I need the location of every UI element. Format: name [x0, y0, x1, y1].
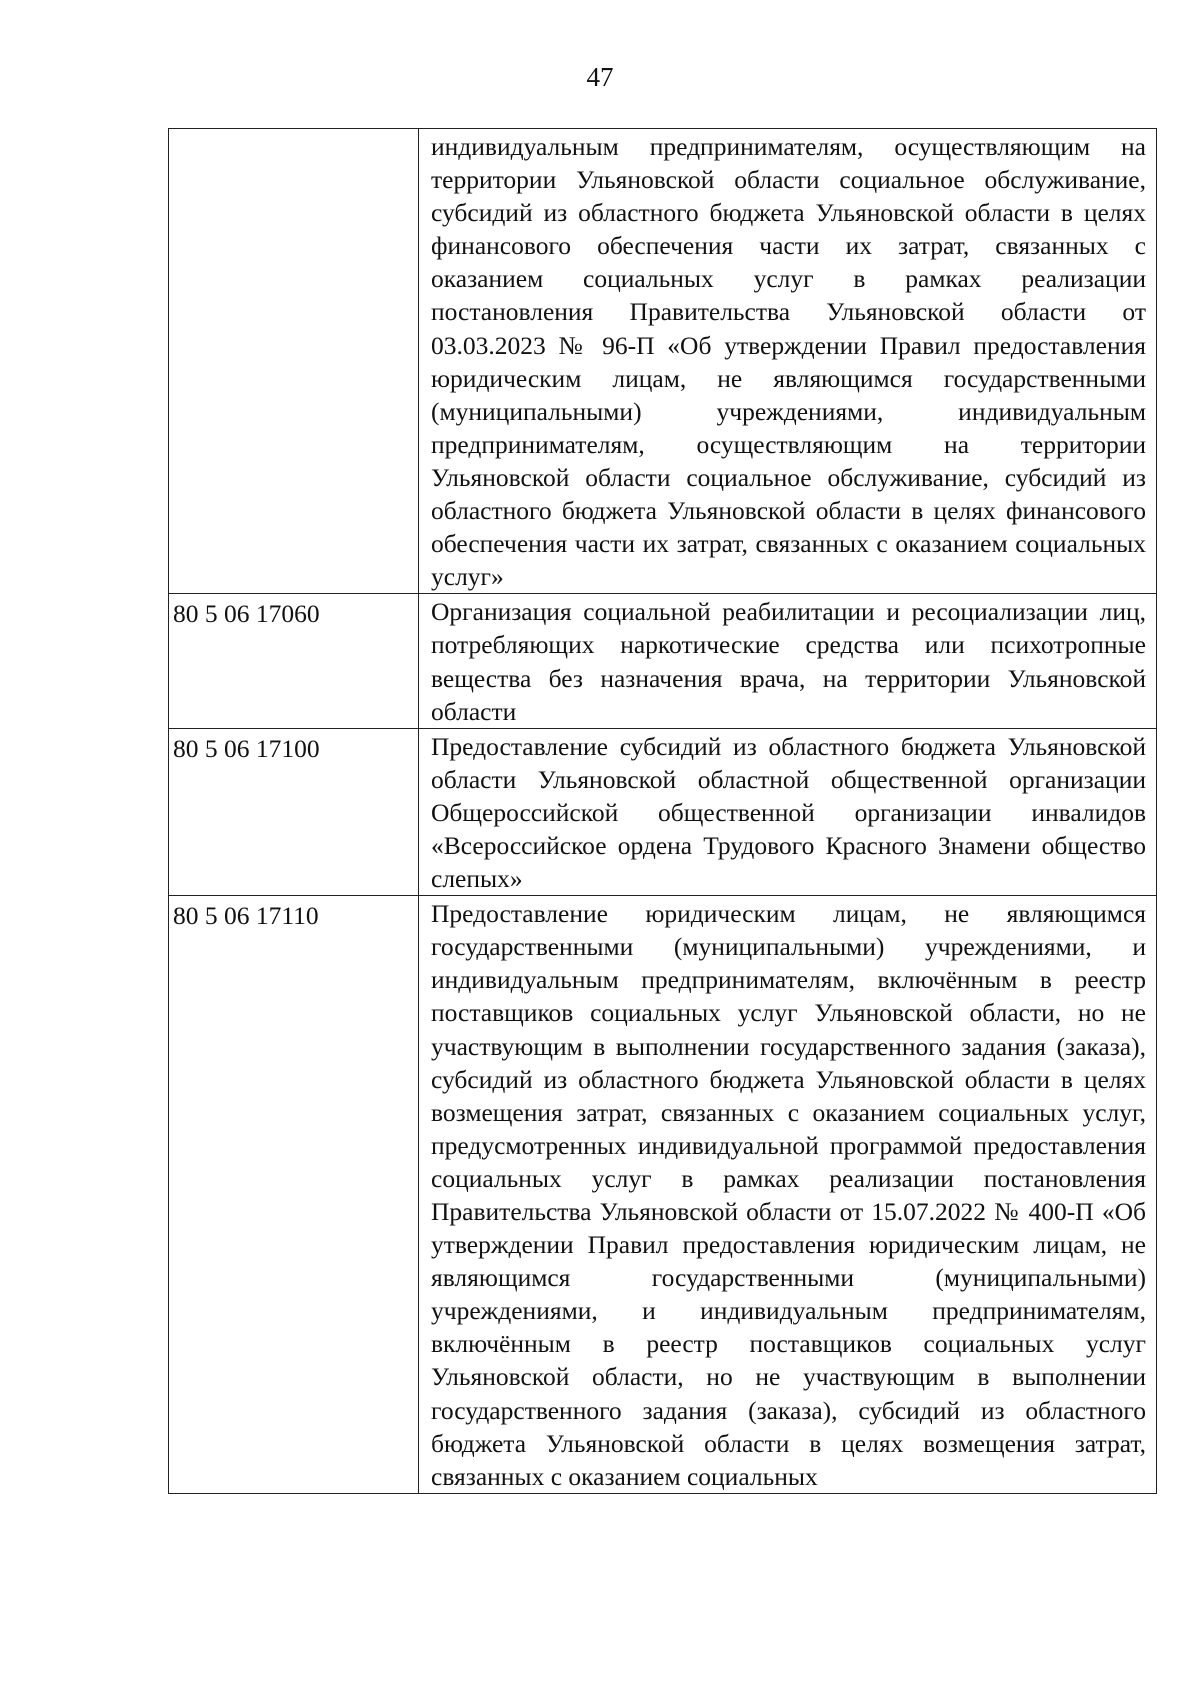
row-code: 80 5 06 17100	[169, 728, 419, 895]
row-description-text: индивидуальным предпринимателям, осуществляющим на территории Ульяновской области социальное обслуживание, субсидий из областного бюджета Ульяновской области в целях финансового обеспечения части их затрат, связанных с оказанием социальных услуг в рамках реализации постановления Правительства Ульяновской области от 03.03.2023 № 96-П «Об утверждении Правил предоставления юридическим лицам, не являющимся государственными (муниципальными) учреждениями, индивидуальным предпринимателям, осуществляющим на территории Ульяновской области социальное обслуживание, субсидий из областного бюджета Ульяновской области в целях финансового обеспечения части их затрат, связанных с оказанием социальных услуг»	[431, 132, 1146, 592]
table-row	[169, 728, 1157, 895]
budget-codes-table	[168, 128, 1157, 1494]
row-code	[169, 129, 419, 594]
row-description	[419, 129, 1157, 594]
page-number: 47	[586, 62, 614, 92]
table-row	[169, 896, 1157, 1494]
row-code: 80 5 06 17060	[169, 594, 419, 728]
row-description	[419, 594, 1157, 728]
row-code: 80 5 06 17110	[169, 896, 419, 1494]
row-description-text: Предоставление юридическим лицам, не являющимся государственными (муниципальными) учреждениями, и индивидуальным предпринимателям, включённым в реестр поставщиков социальных услуг Ульяновской области, но не участвующим в выполнении государственного задания (заказа), субсидий из областного бюджета Ульяновской области в целях возмещения затрат, связанных с оказанием социальных услуг, предусмотренных индивидуальной программой предоставления социальных услуг в рамках реализации постановления Правительства Ульяновской области от 15.07.2022 № 400-П «Об утверждении Правил предоставления юридическим лицам, не являющимся государственными (муниципальными) учреждениями, и индивидуальным предпринимателям, включённым в реестр поставщиков социальных услуг Ульяновской области, но не участвующим в выполнении государственного задания (заказа), субсидий из областного бюджета Ульяновской области в целях возмещения затрат, связанных с оказанием социальных	[431, 899, 1146, 1491]
row-description	[419, 728, 1157, 895]
table-row	[169, 129, 1157, 594]
table-row	[169, 594, 1157, 728]
row-description-text: Предоставление субсидий из областного бюджета Ульяновской области Ульяновской областной общественной организации Общероссийской общественной организации инвалидов «Всероссийское ордена Трудового Красного Знамени общество слепых»	[431, 731, 1146, 894]
row-description	[419, 896, 1157, 1494]
row-description-text: Организация социальной реабилитации и ресоциализации лиц, потребляющих наркотические средства или психотропные вещества без назначения врача, на территории Ульяновской области	[431, 597, 1146, 726]
